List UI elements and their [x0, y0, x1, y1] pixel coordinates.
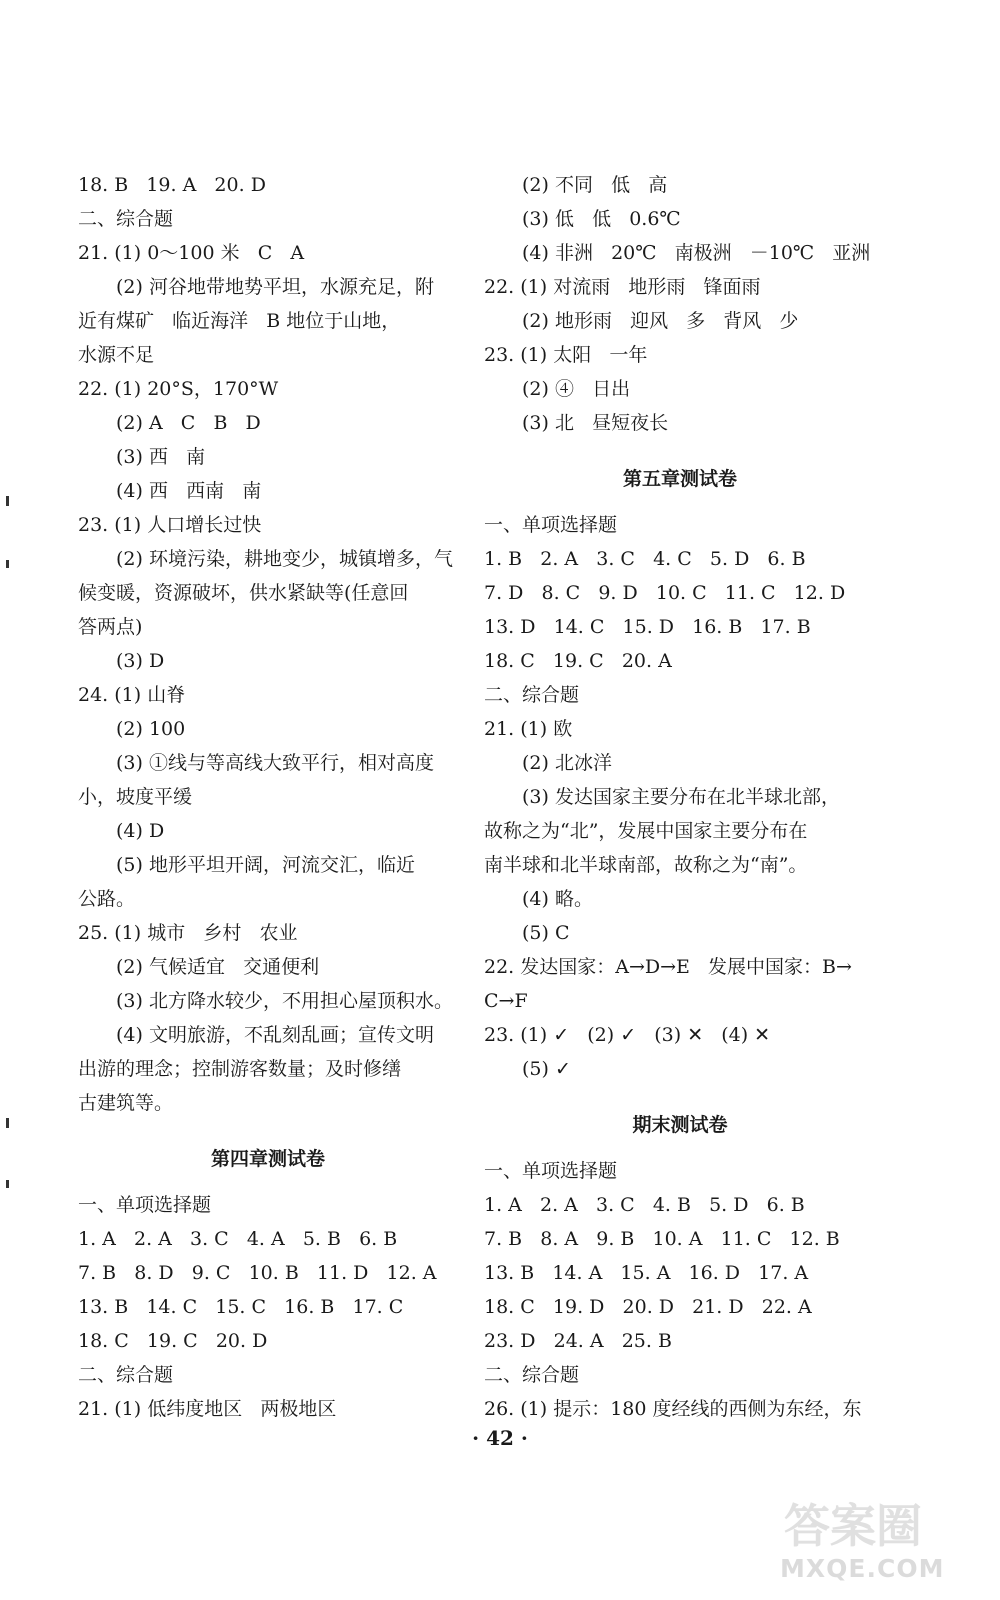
- answer-line: 18. C 19. C 20. A: [484, 650, 672, 672]
- answer-line: 22. 发达国家：A→D→E 发展中国家：B→: [484, 956, 852, 978]
- answer-line: (2) A C B D: [116, 412, 261, 434]
- answer-line: (5) C: [522, 922, 570, 944]
- answer-line: 26. (1) 提示：180 度经线的西侧为东经，东: [484, 1398, 862, 1420]
- section-heading: 二、综合题: [484, 1364, 580, 1386]
- answer-line: (2) 100: [116, 718, 186, 740]
- answer-line: (2) 地形雨 迎风 多 背风 少: [522, 310, 799, 332]
- answer-line: 25. (1) 城市 乡村 农业: [78, 922, 298, 944]
- answer-line: 古建筑等。: [78, 1092, 174, 1114]
- answer-line: 7. B 8. A 9. B 10. A 11. C 12. B: [484, 1228, 840, 1250]
- answer-line: 1. A 2. A 3. C 4. A 5. B 6. B: [78, 1228, 398, 1250]
- answer-line: (3) 西 南: [116, 446, 206, 468]
- page-number: · 42 ·: [472, 1426, 528, 1450]
- answer-line: (3) D: [116, 650, 165, 672]
- watermark-logo: [768, 1486, 978, 1590]
- answer-line: (2) 河谷地带地势平坦，水源充足，附: [116, 276, 434, 298]
- answer-line: (2) 气候适宜 交通便利: [116, 956, 320, 978]
- answer-line: (4) 文明旅游，不乱刻乱画；宣传文明: [116, 1024, 434, 1046]
- final-exam-title: 期末测试卷: [632, 1114, 728, 1136]
- answer-line: 13. B 14. C 15. C 16. B 17. C: [78, 1296, 404, 1318]
- answer-line: (3) ①线与等高线大致平行，相对高度: [116, 752, 434, 774]
- answer-line: 1. B 2. A 3. C 4. C 5. D 6. B: [484, 548, 806, 570]
- scan-mark: [6, 1118, 9, 1128]
- answer-line: (4) 略。: [522, 888, 593, 910]
- answer-line: 23. (1) ✓ (2) ✓ (3) ✕ (4) ✕: [484, 1024, 771, 1046]
- answer-line: 候变暖，资源破坏，供水紧缺等(任意回: [78, 582, 409, 604]
- answer-line: (2) ④ 日出: [522, 378, 631, 400]
- answer-line: (2) 北冰洋: [522, 752, 612, 774]
- chapter4-title: 第四章测试卷: [210, 1148, 325, 1170]
- left-column: [78, 168, 458, 1426]
- answer-line: 13. D 14. C 15. D 16. B 17. B: [484, 616, 811, 638]
- section-heading: 二、综合题: [484, 684, 580, 706]
- answer-line: (2) 不同 低 高: [522, 174, 668, 196]
- answer-line: (4) D: [116, 820, 165, 842]
- answer-line: 小，坡度平缓: [78, 786, 193, 808]
- answer-line: (3) 北方降水较少，不用担心屋顶积水。: [116, 990, 453, 1012]
- chapter5-title: 第五章测试卷: [622, 468, 737, 490]
- answer-line: 21. (1) 低纬度地区 两极地区: [78, 1398, 337, 1420]
- section-heading: 一、单项选择题: [484, 1160, 618, 1182]
- answer-line: 22. (1) 20°S，170°W: [78, 378, 279, 400]
- answer-line: 23. D 24. A 25. B: [484, 1330, 672, 1352]
- answer-line: 7. D 8. C 9. D 10. C 11. C 12. D: [484, 582, 846, 604]
- answer-line: 24. (1) 山脊: [78, 684, 186, 706]
- section-heading: 一、单项选择题: [484, 514, 618, 536]
- answer-line: 23. (1) 太阳 一年: [484, 344, 648, 366]
- answer-line: 公路。: [78, 888, 136, 910]
- answer-line: 出游的理念；控制游客数量；及时修缮: [78, 1058, 402, 1080]
- watermark-site-text: MXQE.COM: [780, 1554, 945, 1583]
- answer-line: (3) 北 昼短夜长: [522, 412, 669, 434]
- answer-line: (2) 环境污染，耕地变少，城镇增多，气: [116, 548, 453, 570]
- answer-line: 答两点): [78, 616, 143, 638]
- answer-line: 故称之为“北”，发展中国家主要分布在: [484, 820, 808, 842]
- section-heading: 二、综合题: [78, 208, 174, 230]
- answer-line: 18. C 19. C 20. D: [78, 1330, 268, 1352]
- answer-line: 22. (1) 对流雨 地形雨 锋面雨: [484, 276, 761, 298]
- answer-line: (3) 发达国家主要分布在北半球北部，: [522, 786, 840, 808]
- answer-line: 南半球和北半球南部，故称之为“南”。: [484, 854, 808, 876]
- scan-mark: [6, 496, 9, 506]
- answer-line: 1. A 2. A 3. C 4. B 5. D 6. B: [484, 1194, 805, 1216]
- answer-line: (4) 西 西南 南: [116, 480, 262, 502]
- answer-line: 18. C 19. D 20. D 21. D 22. A: [484, 1296, 812, 1318]
- answer-line: 13. B 14. A 15. A 16. D 17. A: [484, 1262, 809, 1284]
- answer-line: (5) ✓: [522, 1058, 571, 1080]
- answer-line: (5) 地形平坦开阔，河流交汇，临近: [116, 854, 415, 876]
- watermark-logo-text: 答案圈: [784, 1499, 922, 1553]
- answer-line: 21. (1) 0～100 米 C A: [78, 242, 305, 264]
- scan-mark: [6, 560, 9, 568]
- answer-line: (3) 低 低 0.6℃: [522, 208, 681, 230]
- answer-line: 23. (1) 人口增长过快: [78, 514, 262, 536]
- answer-line: 18. B 19. A 20. D: [78, 174, 266, 196]
- section-heading: 二、综合题: [78, 1364, 174, 1386]
- answer-line: 7. B 8. D 9. C 10. B 11. D 12. A: [78, 1262, 437, 1284]
- answer-line: C→F: [484, 990, 528, 1012]
- answer-line: (4) 非洲 20℃ 南极洲 －10℃ 亚洲: [522, 242, 871, 264]
- right-column: [484, 168, 876, 1426]
- section-heading: 一、单项选择题: [78, 1194, 212, 1216]
- answer-line: 21. (1) 欧: [484, 718, 573, 740]
- answer-line: 近有煤矿 临近海洋 B 地位于山地，: [78, 310, 401, 332]
- scan-mark: [6, 1180, 9, 1188]
- answer-line: 水源不足: [78, 344, 155, 366]
